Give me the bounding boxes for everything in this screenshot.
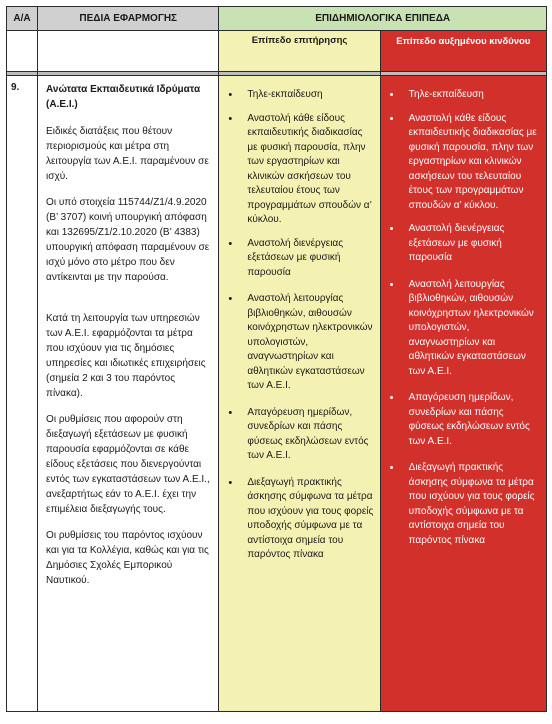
list-item: • Αναστολή λειτουργίας βιβλιοθηκών, αιθουσών κοινόχρηστων ηλεκτρονικών υπολογιστών, αναγνωστηρίων και αθλητικών εγκαταστάσεων των Α.Ε.Ι. — [225, 292, 373, 394]
field-paragraph: Οι υπό στοιχεία 115744/Ζ1/4.9.2020 (Β’ 3707) κοινή υπουργική απόφαση και 132695/Ζ1/2.10.2020 (Β’ 4383) υπουργική απόφαση παραμένουν σε ισχύ μόνο στο μέτρο που δεν αντίκεινται με την παρούσα. — [46, 197, 210, 283]
measures-table — [6, 6, 547, 712]
header-fields: ΠΕΔΙΑ ΕΦΑΡΜΟΓΗΣ — [38, 7, 219, 31]
list-item: • Τηλε-εκπαίδευση — [225, 88, 373, 103]
supervision-measures-cell — [219, 76, 380, 712]
list-item: • Τηλε-εκπαίδευση — [387, 88, 540, 103]
table-row — [7, 76, 547, 712]
list-item: • Αναστολή κάθε είδους εκπαιδευτικής διαδικασίας με φυσική παρουσία, πλην των εργαστηρίων και κλινικών ασκήσεων του τελευταίου έτους των προγραμμάτων σπουδών α’ κύκλου. — [225, 112, 373, 228]
field-paragraph: Οι ρυθμίσεις που αφορούν στη διεξαγωγή εξετάσεων με φυσική παρουσία εφαρμόζονται σε κάθε είδους εξετάσεις που διενεργούνται εντός των εγκαταστάσεων των Α.Ε.Ι., ανεξαρτήτως εάν το Α.Ε.Ι. έχει την επιμέλεια διεξαγωγής τους. — [46, 414, 210, 515]
list-item: • Αναστολή διενέργειας εξετάσεων με φυσική παρουσία — [387, 222, 540, 266]
subheader-high-risk-level: Επίπεδο αυξημένου κινδύνου — [380, 31, 546, 72]
field-paragraph: Ειδικές διατάξεις που θέτουν περιορισμούς και μέτρα στη λειτουργία των Α.Ε.Ι. παραμένουν σε ισχύ. — [46, 126, 209, 182]
application-field-cell — [38, 76, 219, 712]
high-risk-measures-cell — [380, 76, 546, 712]
field-paragraph: Οι ρυθμίσεις του παρόντος ισχύουν και για τα Κολλέγια, καθώς και για τις Δημόσιες Σχολές Εμπορικού Ναυτικού. — [46, 530, 209, 586]
subheader-empty-aa — [7, 31, 38, 72]
subheader-empty-fields — [38, 31, 219, 72]
list-item: • Αναστολή κάθε είδους εκπαιδευτικής διαδικασίας με φυσική παρουσία, πλην των εργαστηρίων και κλινικών ασκήσεων του τελευταίου έτους των προγραμμάτων σπουδών α’ κύκλου. — [387, 112, 540, 214]
supervision-measures-list — [219, 76, 379, 563]
list-item: • Αναστολή λειτουργίας βιβλιοθηκών, αιθουσών κοινόχρηστων ηλεκτρονικών υπολογιστών, αναγνωστηρίων και αθλητικών εγκαταστάσεων των Α.Ε.Ι. — [387, 278, 540, 380]
row-number: 9. — [7, 76, 38, 712]
header-aa: A/A — [7, 7, 38, 31]
field-paragraph: Κατά τη λειτουργία των υπηρεσιών των Α.Ε.Ι. εφαρμόζονται τα μέτρα που ισχύουν για τις δημόσιες υπηρεσίες και ιδιωτικές επιχειρήσεις (σημεία 2 και 3 του παρόντος πίνακα). — [46, 313, 206, 399]
list-item: • Διεξαγωγή πρακτικής άσκησης σύμφωνα τα μέτρα που ισχύουν για τους φορείς υποδοχής σύμφωνα με τα αντίστοιχα σημεία του παρόντος πίνακα — [225, 476, 373, 563]
header-epidemiological-levels: ΕΠΙΔΗΜΙΟΛΟΓΙΚΑ ΕΠΙΠΕΔΑ — [219, 7, 547, 31]
list-item: • Διεξαγωγή πρακτικής άσκησης σύμφωνα τα μέτρα που ισχύουν για τους φορείς υποδοχής σύμφωνα με τα αντίστοιχα σημεία του παρόντος πίνακα — [387, 461, 540, 548]
subheader-supervision-level: Επίπεδο επιτήρησης — [219, 31, 380, 72]
field-title: Ανώτατα Εκπαιδευτικά Ιδρύματα (Α.Ε.Ι.) — [46, 84, 201, 110]
list-item: • Απαγόρευση ημερίδων, συνεδρίων και πάσης φύσεως εκδηλώσεων εντός των Α.Ε.Ι. — [387, 391, 540, 449]
high-risk-measures-list — [381, 76, 546, 548]
list-item: • Απαγόρευση ημερίδων, συνεδρίων και πάσης φύσεως εκδηλώσεων εντός των Α.Ε.Ι. — [225, 406, 373, 464]
list-item: • Αναστολή διενέργειας εξετάσεων με φυσική παρουσία — [225, 237, 373, 281]
